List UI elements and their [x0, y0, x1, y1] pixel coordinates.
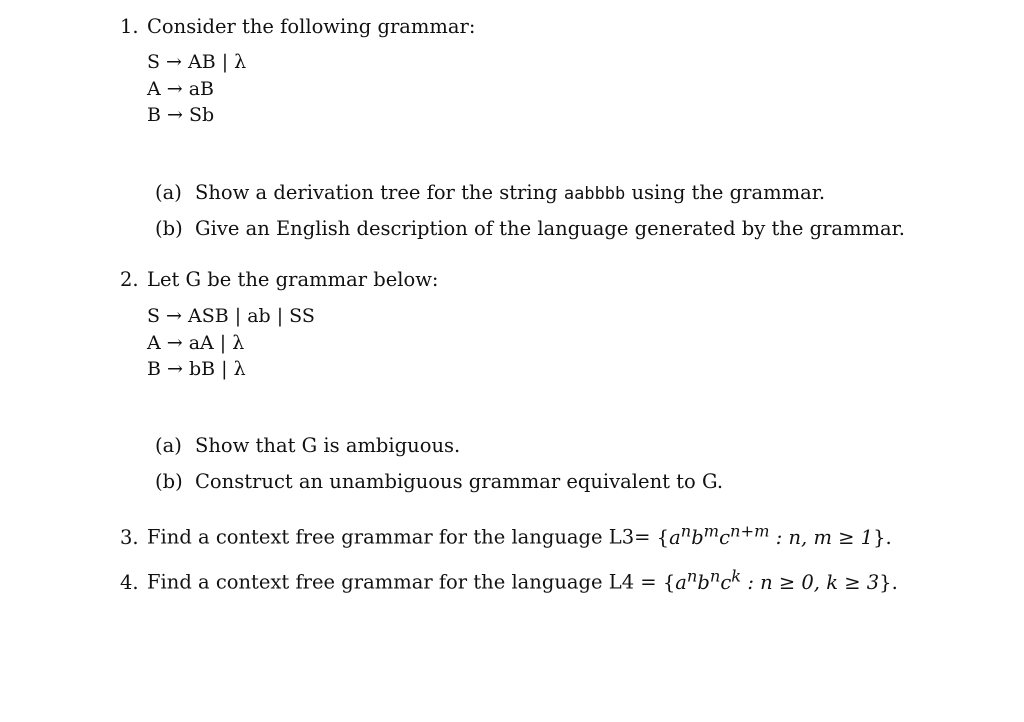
math-exponent: m [703, 521, 720, 540]
set-open: { [656, 525, 670, 549]
grammar-rules-1 [147, 49, 246, 129]
question-2b [155, 470, 723, 493]
math-exponent: n+m [730, 521, 770, 540]
set-close: }. [873, 525, 892, 549]
grammar-rule: S → ASB | ab | SS [147, 305, 315, 327]
question-2a [155, 434, 460, 457]
question-2 [120, 268, 438, 291]
question-4 [120, 566, 898, 594]
math-base: b [697, 570, 710, 594]
math-exponent: n [680, 521, 692, 540]
math-condition: : n ≥ 0, k ≥ 3 [741, 570, 880, 594]
grammar-rule: B → bB | λ [147, 358, 246, 380]
grammar-rules-2 [147, 303, 315, 383]
math-set [656, 521, 892, 549]
math-exponent: n [709, 566, 721, 585]
question-1 [120, 15, 475, 38]
question-number: 3. [120, 525, 139, 549]
question-1b [155, 217, 905, 240]
set-close: }. [879, 570, 898, 594]
math-base: b [691, 525, 704, 549]
math-base: c [719, 525, 731, 549]
part-text: Give an English description of the language generated by the grammar. [195, 217, 905, 240]
math-base: a [675, 570, 687, 594]
math-exponent: k [731, 566, 742, 585]
question-text: Find a context free grammar for the language L4 = [147, 570, 657, 594]
grammar-rule: B → Sb [147, 104, 215, 126]
grammar-rule: S → AB | λ [147, 51, 247, 73]
code-string: aabbbb [563, 184, 626, 204]
question-3 [120, 521, 892, 549]
question-number: 1. [120, 15, 139, 38]
part-text: Construct an unambiguous grammar equivalent to G. [195, 470, 724, 493]
question-text: Find a context free grammar for the language L3= [147, 525, 651, 549]
question-number: 4. [120, 570, 139, 594]
question-text: Consider the following grammar: [147, 15, 476, 38]
part-text: Show a derivation tree for the string [195, 181, 558, 204]
part-label: (a) [155, 181, 182, 204]
part-text: Show that G is ambiguous. [195, 434, 461, 457]
set-open: { [662, 570, 676, 594]
math-condition: : n, m ≥ 1 [769, 525, 874, 549]
part-label: (b) [155, 217, 183, 240]
grammar-rule: A → aB [147, 77, 215, 100]
question-1a [155, 181, 825, 204]
math-exponent: n [686, 566, 698, 585]
grammar-rule: A → aA | λ [147, 331, 245, 354]
part-label: (a) [155, 434, 182, 457]
question-number: 2. [120, 268, 139, 291]
part-text: using the grammar. [631, 181, 826, 204]
math-base: c [720, 570, 732, 594]
question-text: Let G be the grammar below: [147, 268, 439, 291]
math-set [662, 566, 898, 594]
part-label: (b) [155, 470, 183, 493]
math-base: a [669, 525, 681, 549]
